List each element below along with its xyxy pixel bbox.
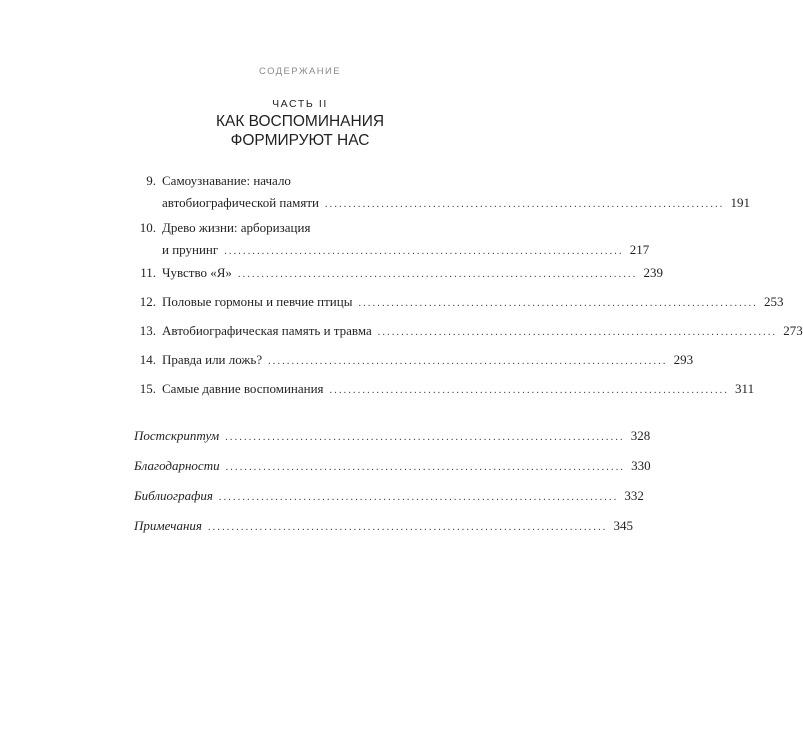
page-number: 328: [630, 428, 651, 443]
dot-leader: .....................................................................................: [207, 522, 608, 533]
toc-entry-chapter-11[interactable]: [134, 262, 663, 284]
dot-leader: .....................................................................................: [224, 246, 624, 257]
section-title: Библиография: [134, 488, 213, 503]
dot-leader: .....................................................................................: [358, 298, 758, 309]
part-label: ЧАСТЬ II: [272, 98, 328, 110]
dot-leader: .....................................................................................: [324, 199, 725, 210]
page-number: 191: [730, 195, 750, 210]
page-number: 253: [763, 294, 784, 309]
chapter-title-line-1: Самоузнавание: начало: [162, 173, 291, 188]
chapter-number: 14.: [139, 352, 156, 367]
toc-entry-chapter-12[interactable]: [134, 291, 784, 313]
running-head: СОДЕРЖАНИЕ: [259, 66, 341, 77]
section-title: Примечания: [134, 518, 202, 533]
section-title: Благодарности: [134, 458, 220, 473]
dot-leader: .....................................................................................: [218, 492, 619, 503]
chapter-number: 10.: [139, 220, 156, 235]
toc-entry-chapter-10[interactable]: [134, 217, 650, 261]
toc-entry-chapter-14[interactable]: [134, 349, 694, 371]
toc-entry-notes[interactable]: [134, 515, 633, 537]
part-title: [0, 112, 600, 150]
page-number: 345: [613, 518, 633, 533]
chapter-number: 12.: [139, 294, 156, 309]
toc-entry-postscript[interactable]: [134, 425, 651, 447]
chapter-title: Правда или ложь?: [162, 352, 263, 367]
page-number: 332: [624, 488, 644, 503]
page-number: 273: [783, 323, 803, 338]
chapter-number: 11.: [140, 265, 156, 280]
page-number: 239: [643, 265, 663, 280]
page-number: 217: [629, 242, 650, 257]
chapter-title: Чувство «Я»: [162, 265, 232, 280]
chapter-number: 9.: [146, 173, 156, 188]
page-number: 330: [631, 458, 651, 473]
dot-leader: .....................................................................................: [268, 356, 668, 367]
toc-entry-chapter-15[interactable]: [134, 378, 755, 400]
chapter-title: Половые гормоны и певчие птицы: [162, 294, 353, 309]
chapter-number: 15.: [139, 381, 156, 396]
toc-entry-chapter-13[interactable]: [134, 320, 803, 342]
toc-entry-acknowledgements[interactable]: [134, 455, 651, 477]
dot-leader: .....................................................................................: [225, 462, 626, 473]
dot-leader: .....................................................................................: [329, 385, 730, 396]
toc-entry-chapter-9[interactable]: [134, 170, 750, 214]
section-title: Постскриптум: [134, 428, 220, 443]
chapter-title-line-2: и прунинг: [162, 242, 219, 257]
chapter-title-line-2: автобиографической памяти: [162, 195, 319, 210]
page-number: 293: [673, 352, 694, 367]
part-title-line-1: КАК ВОСПОМИНАНИЯ: [215, 113, 385, 130]
chapter-title: Самые давние воспоминания: [162, 381, 324, 396]
part-title-line-2: ФОРМИРУЮТ НАС: [230, 132, 370, 149]
chapter-title: Автобиографическая память и травма: [162, 323, 372, 338]
page-number: 311: [735, 381, 755, 396]
chapter-title-line-1: Древо жизни: арборизация: [162, 220, 311, 235]
toc-entry-bibliography[interactable]: [134, 485, 644, 507]
dot-leader: .....................................................................................: [377, 327, 778, 338]
dot-leader: .....................................................................................: [237, 269, 638, 280]
chapter-number: 13.: [139, 323, 156, 338]
dot-leader: .....................................................................................: [225, 432, 625, 443]
